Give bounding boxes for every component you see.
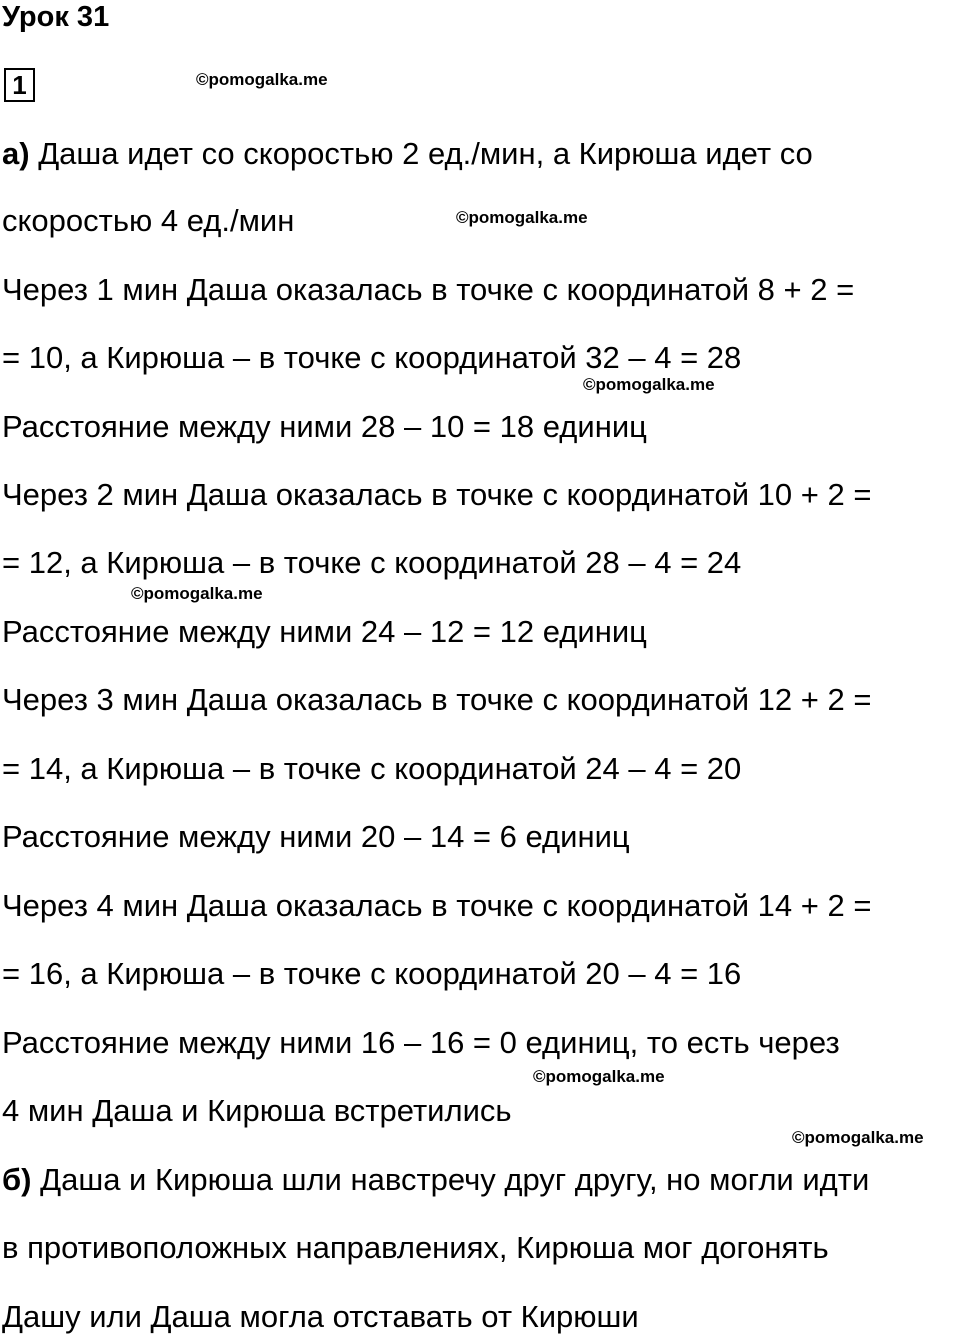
solution-line: = 16, а Кирюша – в точке с координатой 20 – 4 = 16 bbox=[2, 956, 742, 991]
solution-line: скоростью 4 ед./мин bbox=[2, 203, 295, 238]
task-number-box: 1 bbox=[4, 68, 35, 102]
watermark: ©pomogalka.me bbox=[131, 584, 263, 603]
solution-line: Через 4 мин Даша оказалась в точке с координатой 14 + 2 = bbox=[2, 888, 872, 923]
solution-line: Расстояние между ними 24 – 12 = 12 единиц bbox=[2, 614, 647, 649]
watermark: ©pomogalka.me bbox=[196, 70, 328, 89]
solution-line: Через 2 мин Даша оказалась в точке с координатой 10 + 2 = bbox=[2, 477, 872, 512]
solution-line: в противоположных направлениях, Кирюша мог догонять bbox=[2, 1230, 829, 1265]
watermark: ©pomogalka.me bbox=[456, 208, 588, 227]
watermark: ©pomogalka.me bbox=[583, 375, 715, 394]
solution-line: Через 1 мин Даша оказалась в точке с координатой 8 + 2 = bbox=[2, 272, 855, 307]
solution-line: Расстояние между ними 28 – 10 = 18 единиц bbox=[2, 409, 647, 444]
solution-line: = 14, а Кирюша – в точке с координатой 24 – 4 = 20 bbox=[2, 751, 742, 786]
solution-line: Расстояние между ними 16 – 16 = 0 единиц, то есть через bbox=[2, 1025, 840, 1060]
watermark: ©pomogalka.me bbox=[533, 1067, 665, 1086]
solution-line: Расстояние между ними 20 – 14 = 6 единиц bbox=[2, 819, 630, 854]
solution-line: б) Даша и Кирюша шли навстречу друг другу, но могли идти bbox=[2, 1162, 870, 1197]
solution-line: Дашу или Даша могла отставать от Кирюши bbox=[2, 1299, 639, 1334]
solution-line: 4 мин Даша и Кирюша встретились bbox=[2, 1093, 512, 1128]
lesson-title: Урок 31 bbox=[2, 1, 110, 33]
part-a-label: а) bbox=[2, 136, 30, 171]
solution-line: Через 3 мин Даша оказалась в точке с координатой 12 + 2 = bbox=[2, 682, 872, 717]
part-b-label: б) bbox=[2, 1162, 32, 1197]
watermark: ©pomogalka.me bbox=[792, 1128, 924, 1147]
solution-line: = 12, а Кирюша – в точке с координатой 28 – 4 = 24 bbox=[2, 545, 742, 580]
solution-line: = 10, а Кирюша – в точке с координатой 32 – 4 = 28 bbox=[2, 340, 742, 375]
solution-line: а) Даша идет со скоростью 2 ед./мин, а Кирюша идет со bbox=[2, 136, 813, 171]
